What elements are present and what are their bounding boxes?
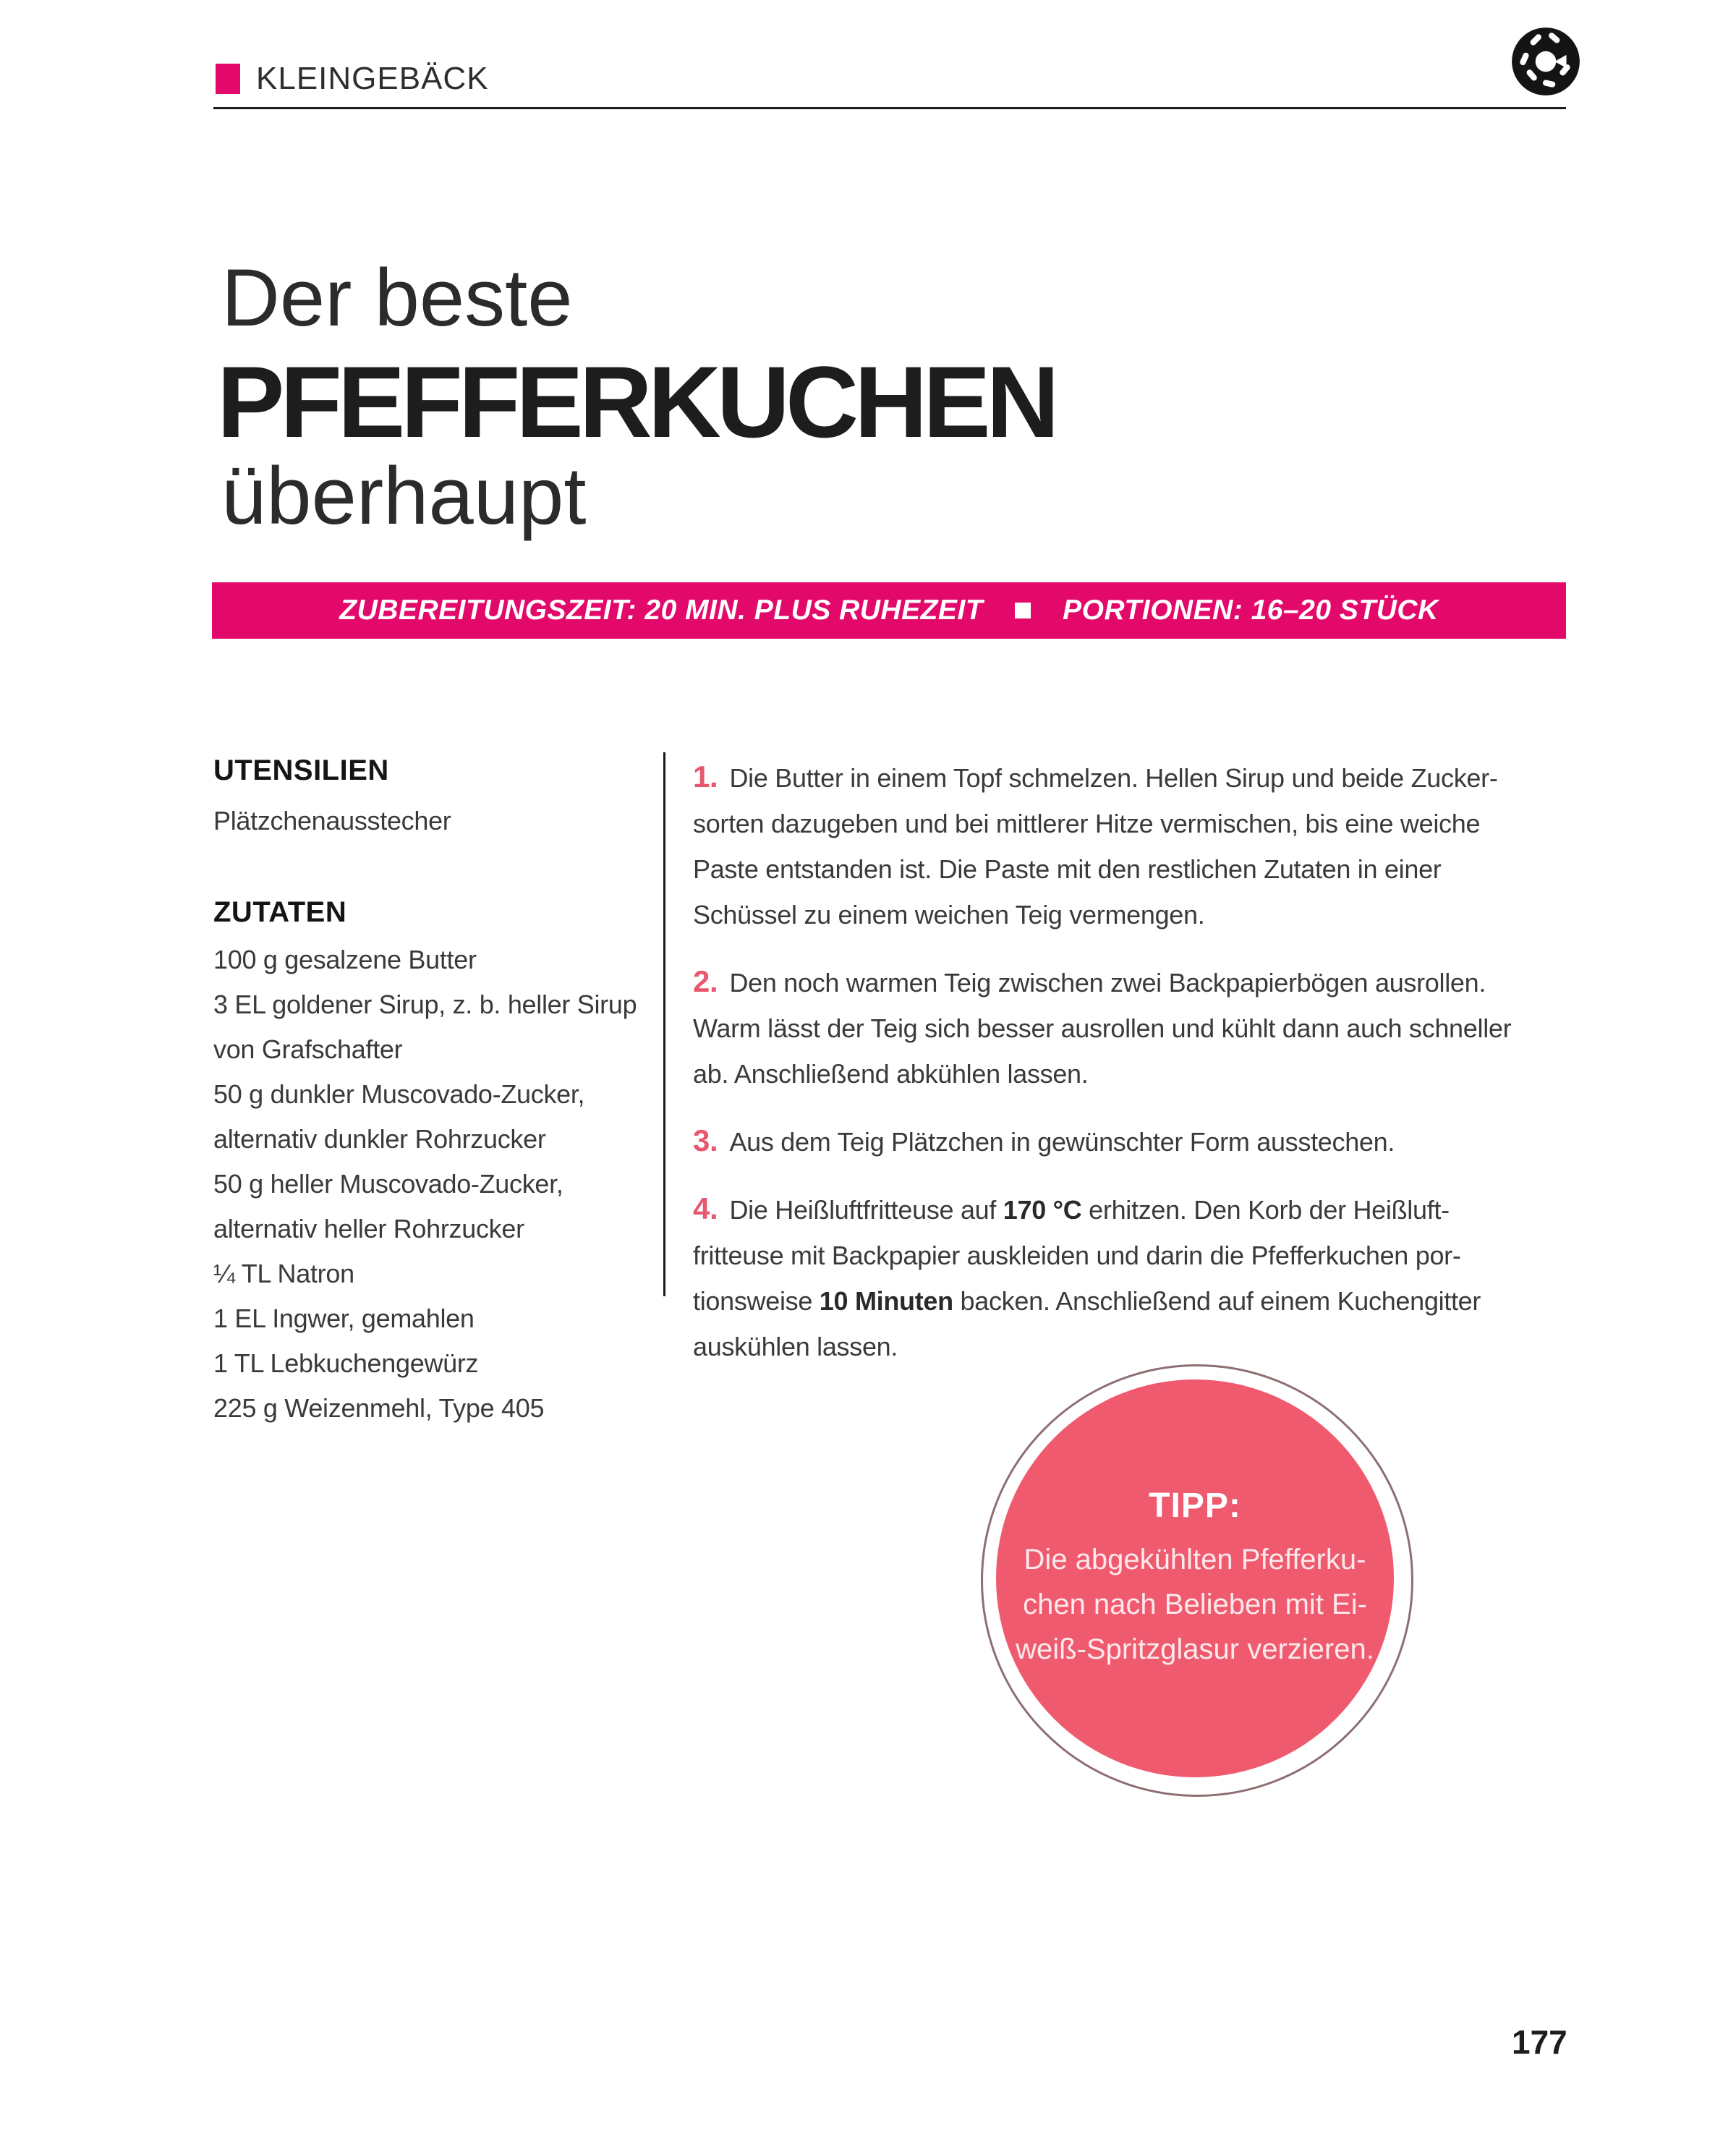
ingredient-item: alternativ heller Rohrzucker (213, 1214, 524, 1243)
step-line: auskühlen lassen. (693, 1332, 898, 1361)
tip-text-line: weiß-Spritzglasur verzieren. (1016, 1633, 1374, 1665)
step-line: Warm lässt der Teig sich besser ausrollen und kühlt dann auch schneller (693, 1013, 1512, 1043)
step-line: sorten dazugeben und bei mittlerer Hitze vermischen, bis eine weiche (693, 809, 1481, 838)
meta-banner (212, 582, 1566, 639)
category-label: KLEINGEBÄCK (256, 61, 489, 96)
prep-time-label: ZUBEREITUNGSZEIT: 20 MIN. PLUS RUHEZEIT (339, 595, 984, 626)
ingredient-item: alternativ dunkler Rohrzucker (213, 1124, 546, 1154)
page-title-line-2: PFEFFERKUCHEN (217, 345, 1055, 459)
ingredient-item: 225 g Weizenmehl, Type 405 (213, 1393, 545, 1423)
portions-label: PORTIONEN: 16–20 STÜCK (1063, 595, 1439, 626)
tip-heading: TIPP: (1149, 1486, 1241, 1525)
step-number: 3. (693, 1123, 718, 1157)
ingredient-item: 3 EL goldener Sirup, z. b. heller Sirup (213, 990, 637, 1019)
category-marker (216, 64, 240, 94)
page-title-line-1: Der beste (221, 252, 573, 343)
separator-square-icon (1015, 603, 1031, 618)
tip-text-line: Die abgekühlten Pfefferku- (1024, 1543, 1366, 1575)
donut-icon (1507, 23, 1584, 100)
step-line: Paste entstanden ist. Die Paste mit den restlichen Zutaten in einer (693, 854, 1442, 884)
utensil-item: Plätzchenausstecher (213, 806, 451, 835)
ingredient-item: 50 g dunkler Muscovado-Zucker, (213, 1079, 585, 1109)
ingredients-list (213, 937, 668, 1431)
step-line: tionsweise 10 Minuten backen. Anschließend auf einem Kuchengitter (693, 1286, 1481, 1316)
recipe-step (693, 1118, 1570, 1165)
recipe-step (693, 754, 1570, 937)
ingredient-item: 50 g heller Muscovado-Zucker, (213, 1169, 563, 1199)
ingredients-heading: ZUTATEN (213, 896, 347, 928)
ingredient-item: von Grafschafter (213, 1034, 403, 1064)
tip-circle (996, 1379, 1394, 1777)
ingredient-item: ¼ TL Natron (213, 1259, 354, 1288)
instructions-column (693, 754, 1570, 1390)
tip-text (1016, 1537, 1374, 1672)
step-line: 2. Den noch warmen Teig zwischen zwei Backpapierbögen ausrollen. (693, 964, 1486, 998)
ingredients-column (213, 754, 668, 1431)
step-line: 3. Aus dem Teig Plätzchen in gewünschter Form ausstechen. (693, 1123, 1395, 1157)
step-line: fritteuse mit Backpapier auskleiden und darin die Pfefferkuchen por- (693, 1241, 1461, 1270)
page-number: 177 (1512, 2023, 1567, 2061)
tip-text-line: chen nach Belieben mit Ei- (1023, 1588, 1367, 1620)
ingredient-item: 1 EL Ingwer, gemahlen (213, 1304, 475, 1333)
step-number: 1. (693, 760, 718, 794)
step-line: 4. Die Heißluftfritteuse auf 170 °C erhitzen. Den Korb der Heißluft- (693, 1191, 1450, 1225)
step-number: 4. (693, 1191, 718, 1225)
step-line: 1. Die Butter in einem Topf schmelzen. Hellen Sirup und beide Zucker- (693, 760, 1498, 794)
recipe-step (693, 958, 1570, 1097)
step-line: ab. Anschließend abkühlen lassen. (693, 1059, 1089, 1089)
utensils-heading: UTENSILIEN (213, 754, 389, 786)
utensils-list (213, 799, 668, 843)
recipe-step (693, 1186, 1570, 1369)
ingredient-item: 1 TL Lebkuchengewürz (213, 1348, 479, 1378)
page-title-line-3: überhaupt (221, 451, 587, 541)
ingredient-item: 100 g gesalzene Butter (213, 945, 477, 974)
step-line: Schüssel zu einem weichen Teig vermengen. (693, 900, 1205, 930)
header-rule (213, 107, 1566, 109)
step-number: 2. (693, 964, 718, 998)
